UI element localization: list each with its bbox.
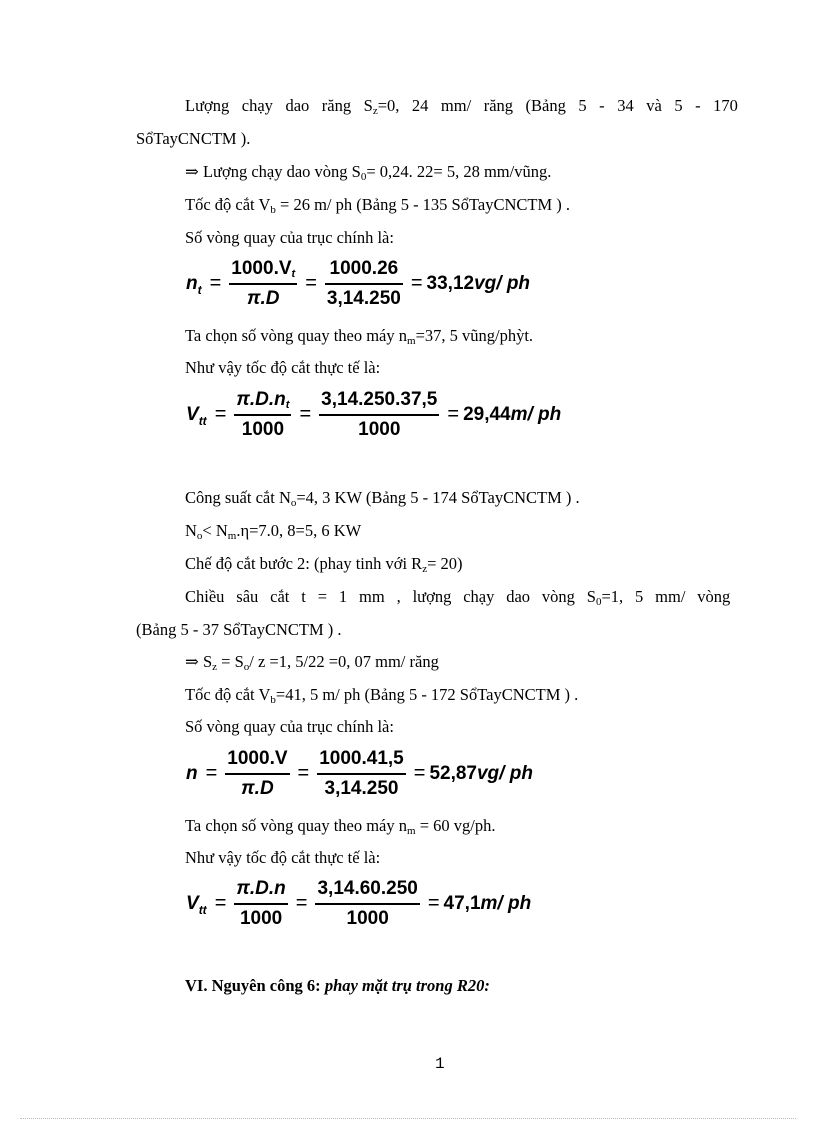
section-heading: VI. Nguyên công 6: phay mặt trụ trong R20: <box>185 976 490 995</box>
fraction: $\frac{1000.26}{3,14.250}$ <box>326 258 401 309</box>
page-number: 1 <box>435 1055 445 1073</box>
eq-result: 29,44 <box>463 403 511 425</box>
footer-divider <box>20 1118 796 1119</box>
paragraph-line-16: Ta chọn số vòng quay theo máy $n_m = 60$ vg/ph. <box>185 816 496 837</box>
fraction: $\frac{\pi.D.n_t}{1000}$ <box>236 389 290 440</box>
eq-unit: vg/ ph <box>474 272 531 294</box>
paragraph-line-15: Số vòng quay của trục chính là: <box>185 717 394 736</box>
fraction: $\frac{1000.41,5}{3,14.250}$ <box>319 748 404 799</box>
paragraph-line-9: $N_o< N_m.\eta=7.0$, 8=5, 6 KW <box>185 521 362 542</box>
eq-result: 52,87 <box>429 762 477 784</box>
paragraph-line-6: Ta chọn số vòng quay theo máy $n_m=37$, 5 vũng/phỳt. <box>185 326 534 347</box>
paragraph-line-2: SổTayCNCTM ). <box>136 129 251 148</box>
fraction: $\frac{1000.V_t}{\pi.D}$ <box>231 258 296 309</box>
paragraph-line-4: Tốc độ cắt $V_b = 26$ m/ ph (Bảng 5 - 135 SổTayCNCTM ) . <box>185 195 571 216</box>
eq-unit: m/ ph <box>510 403 562 425</box>
paragraph-line-1 <box>185 96 738 116</box>
paragraph-line-13: ⇒ $S_z = S_o/$ z =1, 5/22 =0, 07 mm/ răng <box>185 652 439 673</box>
fraction: $\frac{3,14.60.250}{1000}$ <box>317 878 418 929</box>
paragraph-line-7: Như vậy tốc độ cắt thực tế là: <box>185 358 381 377</box>
paragraph-line-5: Số vòng quay của trục chính là: <box>185 228 394 247</box>
equation-cutting-speed-2: $V_{tt}$ = $\frac{\pi.D.n}{1000}$ = $\frac{3,14.60.250}{1000}$ = 47,1 m/ ph <box>186 878 532 929</box>
eq-unit: m/ ph <box>480 892 532 914</box>
text: Lượng chạy dao răng S <box>185 96 373 115</box>
equation-spindle-speed-2: n = $\frac{1000.V}{\pi.D}$ = $\frac{1000.41,5}{3,14.250}$ = 52,87 vg/ ph <box>186 748 533 799</box>
fraction: $\frac{3,14.250.37,5}{1000}$ <box>321 389 438 440</box>
subscript: z <box>372 105 378 117</box>
eq-lhs: $n_t$ <box>186 272 202 297</box>
equation-spindle-speed-1: $n_t$ = $\frac{1000.V_t}{\pi.D}$ = $\frac{1000.26}{3,14.250}$ = 33,12 vg/ ph <box>186 258 531 309</box>
eq-result: 47,1 <box>443 892 481 914</box>
paragraph-line-17: Như vậy tốc độ cắt thực tế là: <box>185 848 381 867</box>
paragraph-line-3: ⇒ Lượng chạy dao vòng $S_0= 0,24$. 22= 5, 28 mm/vũng. <box>185 162 552 183</box>
paragraph-line-14: Tốc độ cắt $V_b=41$, 5 m/ ph (Bảng 5 - 172 SổTayCNCTM ) . <box>185 685 579 706</box>
paragraph-line-10: Chế độ cắt bước 2: (phay tinh với $R_z= 20$) <box>185 554 463 575</box>
paragraph-line-8: Công suất cắt $N_o=4$, 3 KW (Bảng 5 - 174 SổTayCNCTM ) . <box>185 488 580 509</box>
paragraph-line-11: Chiều sâu cắt t = 1 mm , lượng chạy dao vòng $S_0=1$, 5 mm/ vòng <box>185 587 731 608</box>
equation-cutting-speed-1: $V_{tt}$ = $\frac{\pi.D.n_t}{1000}$ = $\frac{3,14.250.37,5}{1000}$ = 29,44 m/ ph <box>186 389 562 440</box>
paragraph-line-12: (Bảng 5 - 37 SổTayCNCTM ) . <box>136 620 342 639</box>
fraction: $\frac{\pi.D.n}{1000}$ <box>236 878 286 929</box>
text: =0, 24 mm/ răng (Bảng 5 - 34 và 5 - 170 <box>377 96 738 115</box>
eq-result: 33,12 <box>426 272 475 294</box>
eq-unit: vg/ ph <box>476 762 533 784</box>
fraction: $\frac{1000.V}{\pi.D}$ <box>227 748 288 799</box>
